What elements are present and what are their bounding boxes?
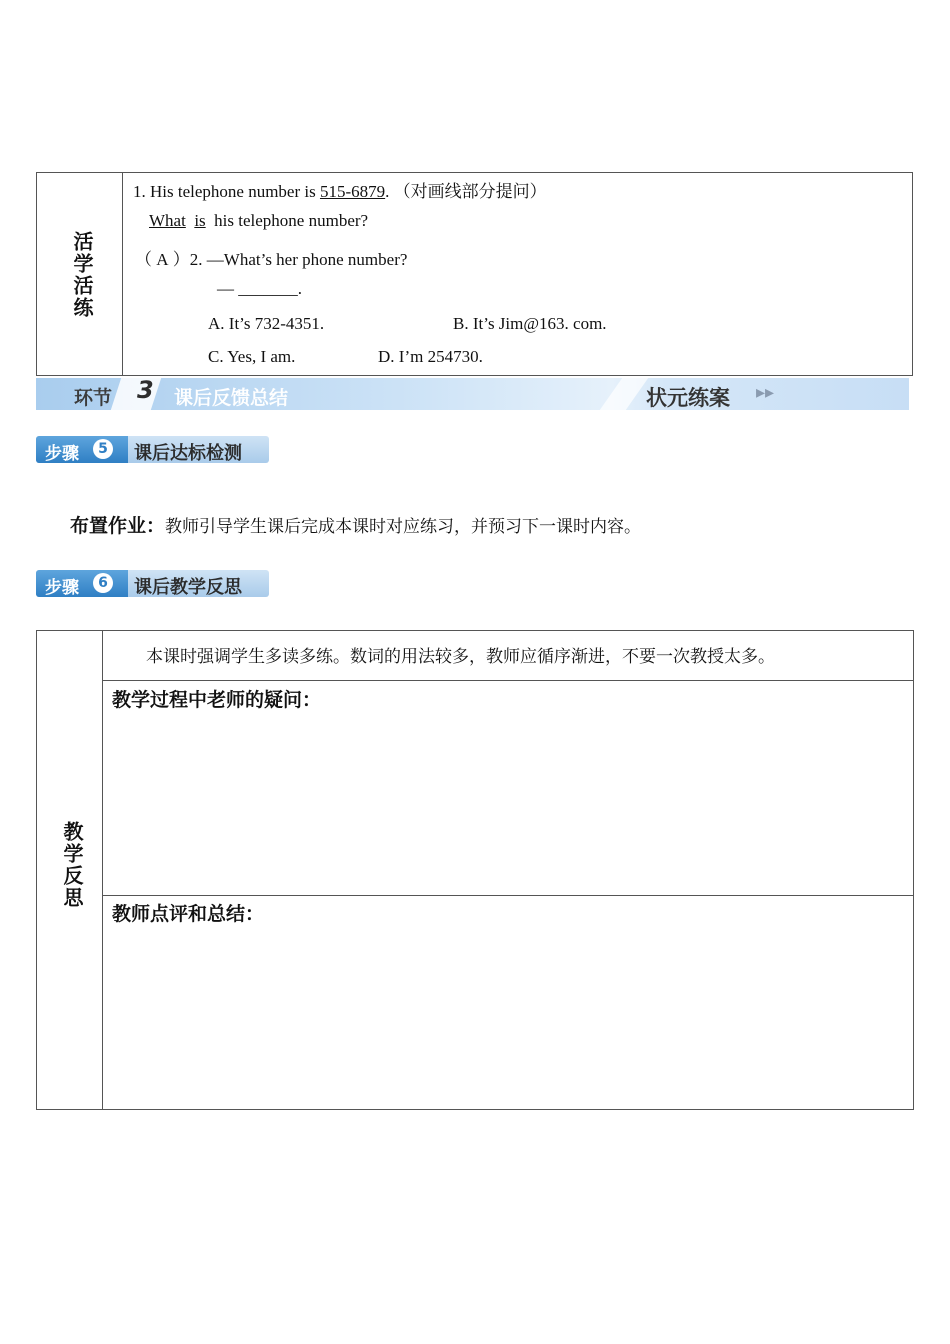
answer-blank-1: What	[149, 211, 186, 230]
question-2-answer: A	[156, 250, 169, 269]
step-5-title: 课后达标检测	[134, 443, 242, 464]
exercise-table	[36, 172, 913, 376]
section-banner	[36, 378, 909, 410]
option-c: C. Yes, I am.	[208, 347, 296, 366]
double-arrow-icon: ▸▸	[756, 382, 775, 403]
reflection-summary: 本课时强调学生多读多练。数词的用法较多，教师应循序渐进，不要一次教授太多。	[146, 647, 775, 667]
question-1: 1. His telephone number is 515-6879. （对画线部分提问）	[133, 182, 547, 201]
step-5-header	[36, 436, 269, 463]
step-5-word: 步骤	[45, 444, 79, 464]
question-2: （ A ）2. —What’s her phone number?	[135, 250, 408, 269]
step-5-badge	[36, 436, 128, 463]
homework-label: 布置作业：	[70, 515, 166, 537]
step-6-word: 步骤	[45, 578, 79, 598]
banner-divider	[600, 378, 648, 410]
option-a: A. It’s 732-4351.	[208, 314, 325, 333]
teacher-questions-heading: 教学过程中老师的疑问：	[112, 689, 322, 711]
step-6-number: 6	[93, 573, 113, 593]
teacher-review-heading: 教师点评和总结：	[112, 903, 265, 925]
reflection-table	[36, 630, 914, 1110]
row-divider	[103, 680, 913, 681]
exercise-side-cell	[37, 173, 123, 375]
banner-number: 3	[137, 376, 154, 404]
banner-title: 课后反馈总结	[174, 387, 289, 409]
row-divider	[103, 895, 913, 896]
answer-blank-2: is	[194, 211, 206, 230]
step-6-title: 课后教学反思	[134, 577, 242, 598]
reflection-side-label: 教学反思	[60, 821, 84, 909]
homework-line	[70, 511, 641, 538]
reflection-side-cell	[37, 631, 103, 1109]
question-2-reply: — _______.	[217, 279, 302, 298]
step-6-header	[36, 570, 269, 597]
homework-text: 教师引导学生课后完成本课时对应练习，并预习下一课时内容。	[165, 517, 642, 537]
banner-label: 环节	[74, 387, 113, 409]
banner-brand: 状元练案	[646, 386, 730, 410]
step-6-badge	[36, 570, 128, 597]
option-d: D. I’m 254730.	[378, 347, 483, 366]
option-b: B. It’s Jim@163. com.	[453, 314, 607, 333]
underlined-number: 515-6879	[319, 182, 386, 201]
question-1-answer: What is his telephone number?	[149, 211, 369, 230]
exercise-side-label: 活学活练	[70, 231, 94, 319]
step-5-number: 5	[93, 439, 113, 459]
